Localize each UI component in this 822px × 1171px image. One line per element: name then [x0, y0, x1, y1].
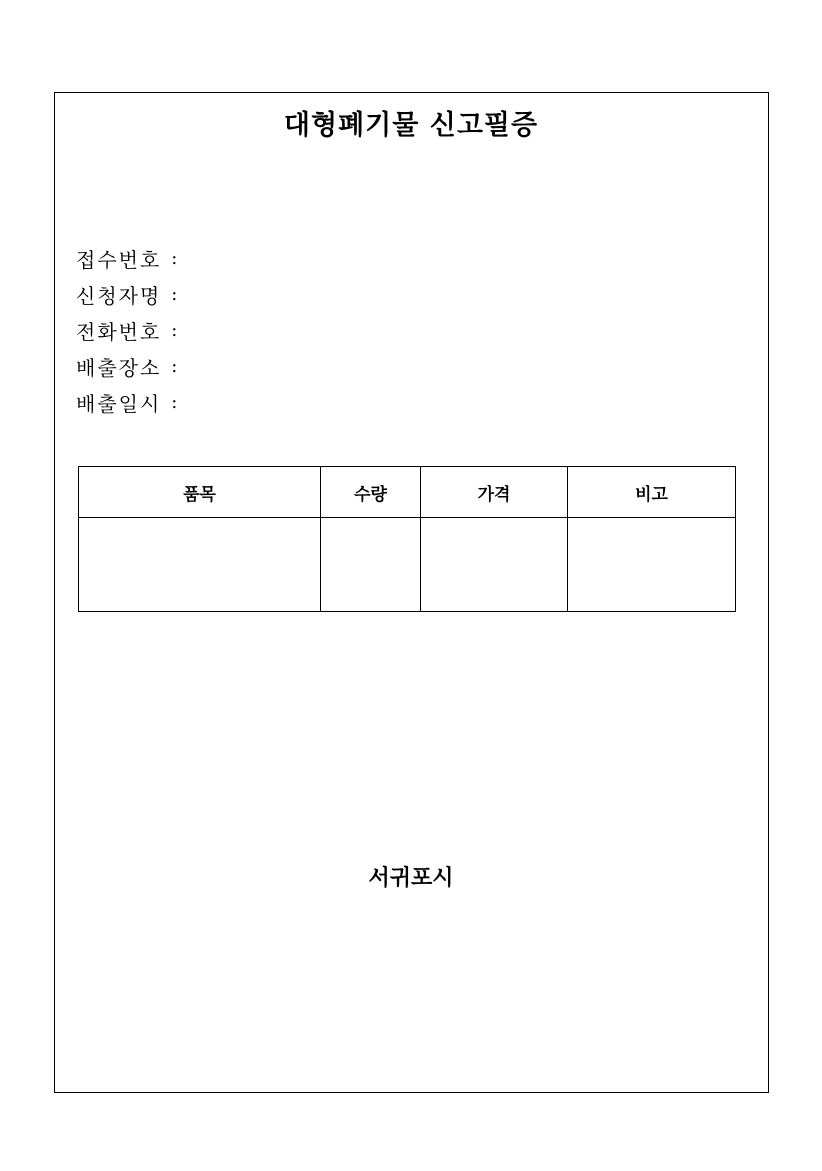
field-receipt-number — [76, 240, 189, 276]
field-colon: : — [171, 319, 180, 341]
header-quantity: 수량 — [321, 467, 421, 518]
field-label: 전화번호 — [76, 319, 162, 344]
field-label: 신청자명 — [76, 283, 162, 308]
header-price: 가격 — [421, 467, 568, 518]
field-disposal-datetime — [76, 384, 189, 420]
field-applicant-name — [76, 276, 189, 312]
table-header-row — [79, 467, 736, 518]
cell-item — [79, 518, 321, 612]
field-colon: : — [171, 283, 180, 305]
field-label: 접수번호 — [76, 247, 162, 272]
document-title: 대형폐기물 신고필증 — [283, 110, 539, 141]
field-label: 배출장소 — [76, 355, 162, 380]
cell-price — [421, 518, 568, 612]
field-phone-number — [76, 312, 189, 348]
issuer-name: 서귀포시 — [368, 866, 454, 891]
table-row — [79, 518, 736, 612]
info-fields — [76, 240, 189, 420]
items-table — [78, 466, 736, 612]
header-item: 품목 — [79, 467, 321, 518]
field-disposal-location — [76, 348, 189, 384]
field-colon: : — [171, 391, 180, 413]
cell-quantity — [321, 518, 421, 612]
header-remarks: 비고 — [568, 467, 736, 518]
field-colon: : — [171, 355, 180, 377]
cell-remarks — [568, 518, 736, 612]
field-colon: : — [171, 247, 180, 269]
field-label: 배출일시 — [76, 391, 162, 416]
